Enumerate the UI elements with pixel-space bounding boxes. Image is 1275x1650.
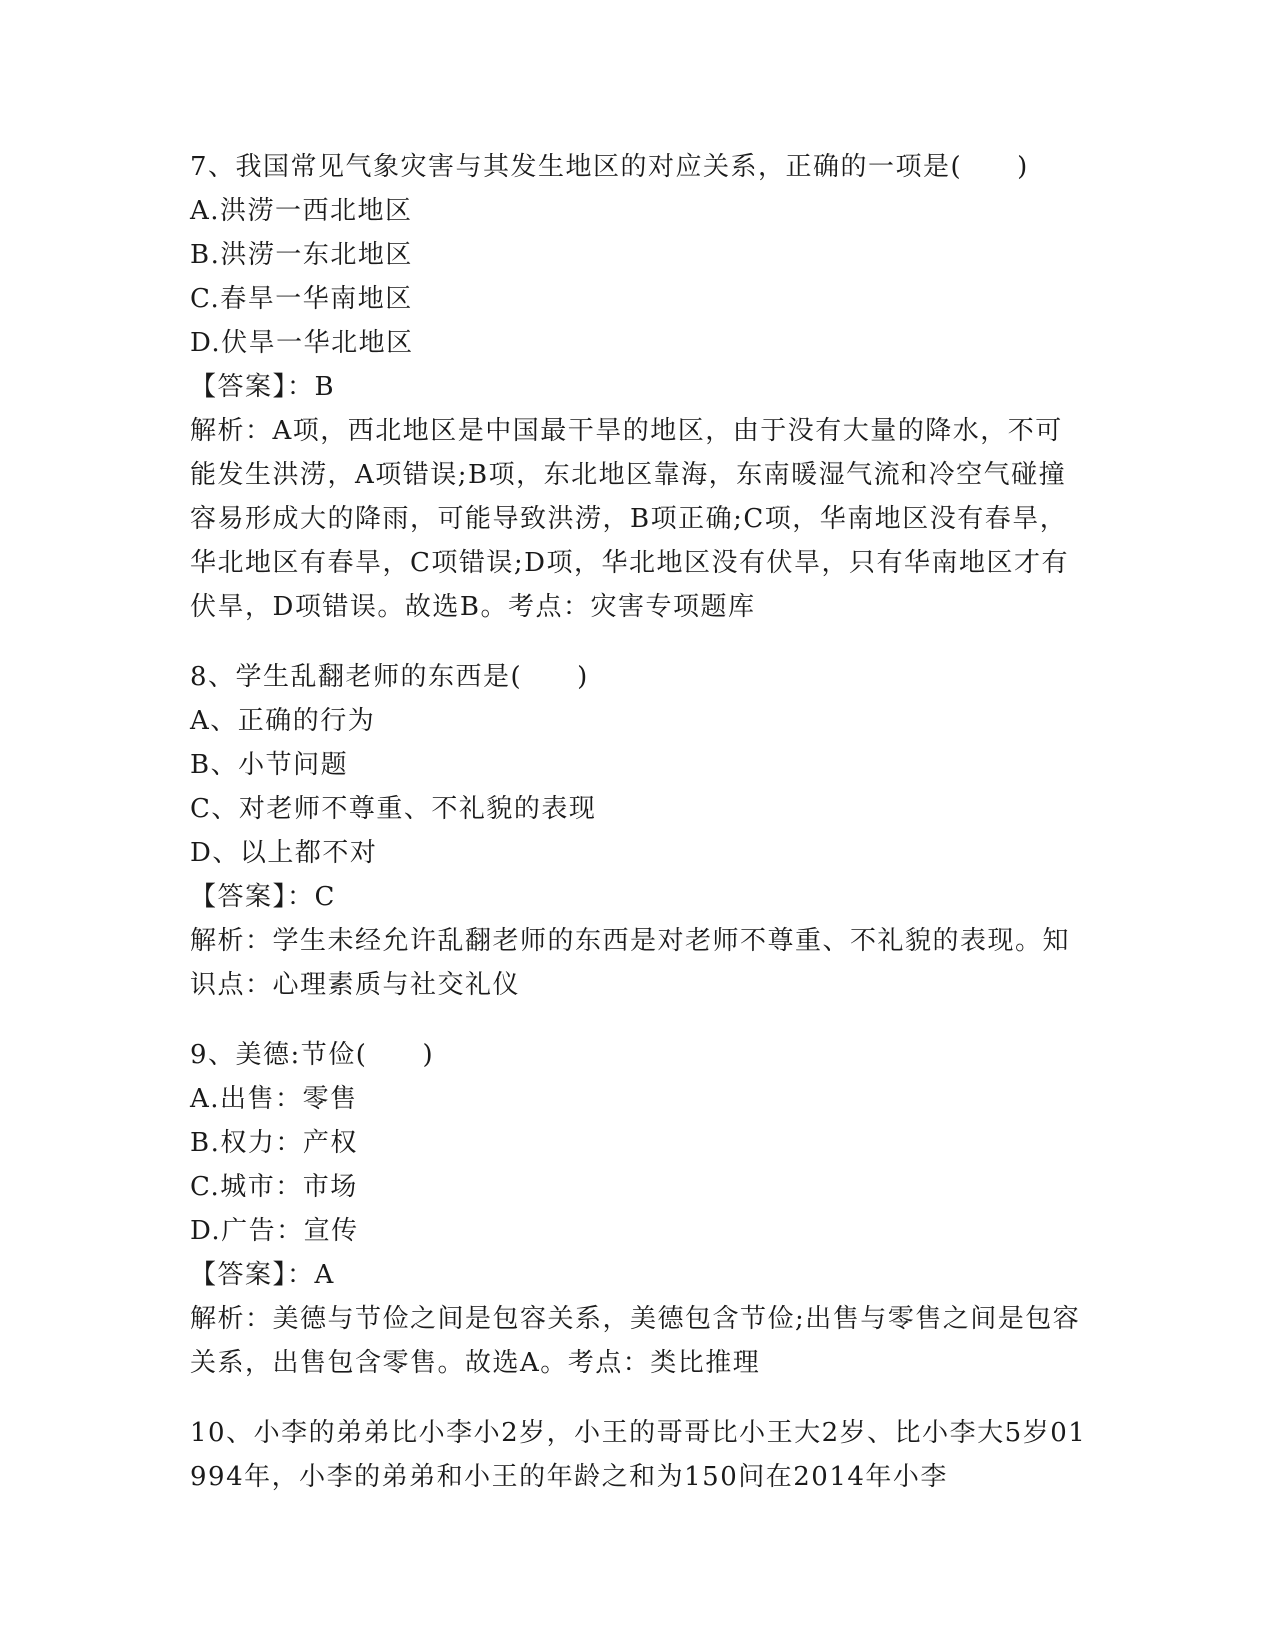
answer-label: 【答案】：C <box>190 882 336 912</box>
option-c: C、对老师不尊重、不礼貌的表现 <box>190 794 597 824</box>
question-stem: 10、小李的弟弟比小李小2岁，小王的哥哥比小王大2岁、比小李大5岁01994年，小李的弟弟和小王的年龄之和为150问在2014年小李 <box>190 1418 1087 1492</box>
question-list <box>190 145 1090 1525</box>
option-c: C.城市：市场 <box>190 1172 358 1202</box>
option-d: D.伏旱一华北地区 <box>190 328 414 358</box>
option-b: B.权力：产权 <box>190 1128 358 1158</box>
question-9 <box>190 1033 1090 1385</box>
option-a: A、正确的行为 <box>190 706 376 736</box>
analysis-text: 解析：A项，西北地区是中国最干旱的地区，由于没有大量的降水，不可能发生洪涝，A项错误;B项，东北地区靠海，东南暖湿气流和冷空气碰撞容易形成大的降雨，可能导致洪涝，B项正确;C项，华南地区没有春旱，华北地区有春旱，C项错误;D项，华北地区没有伏旱，只有华南地区才有伏旱，D项错误。故选B。考点：灾害专项题库 <box>190 416 1069 622</box>
analysis-text: 解析：学生未经允许乱翻老师的东西是对老师不尊重、不礼貌的表现。知识点：心理素质与社交礼仪 <box>190 926 1071 1000</box>
question-stem: 9、美德:节俭( ) <box>190 1040 435 1070</box>
answer-label: 【答案】：B <box>190 372 336 402</box>
option-d: D、以上都不对 <box>190 838 378 868</box>
question-stem: 8、学生乱翻老师的东西是( ) <box>190 662 589 692</box>
question-stem: 7、我国常见气象灾害与其发生地区的对应关系，正确的一项是( ) <box>190 152 1029 182</box>
question-7 <box>190 145 1090 629</box>
option-a: A.洪涝一西北地区 <box>190 196 413 226</box>
option-b: B、小节问题 <box>190 750 349 780</box>
option-b: B.洪涝一东北地区 <box>190 240 413 270</box>
question-10 <box>190 1411 1090 1499</box>
answer-label: 【答案】：A <box>190 1260 335 1290</box>
option-a: A.出售：零售 <box>190 1084 358 1114</box>
question-8 <box>190 655 1090 1007</box>
option-c: C.春旱一华南地区 <box>190 284 413 314</box>
analysis-text: 解析：美德与节俭之间是包容关系，美德包含节俭;出售与零售之间是包容关系，出售包含零售。故选A。考点：类比推理 <box>190 1304 1081 1378</box>
option-d: D.广告：宣传 <box>190 1216 359 1246</box>
